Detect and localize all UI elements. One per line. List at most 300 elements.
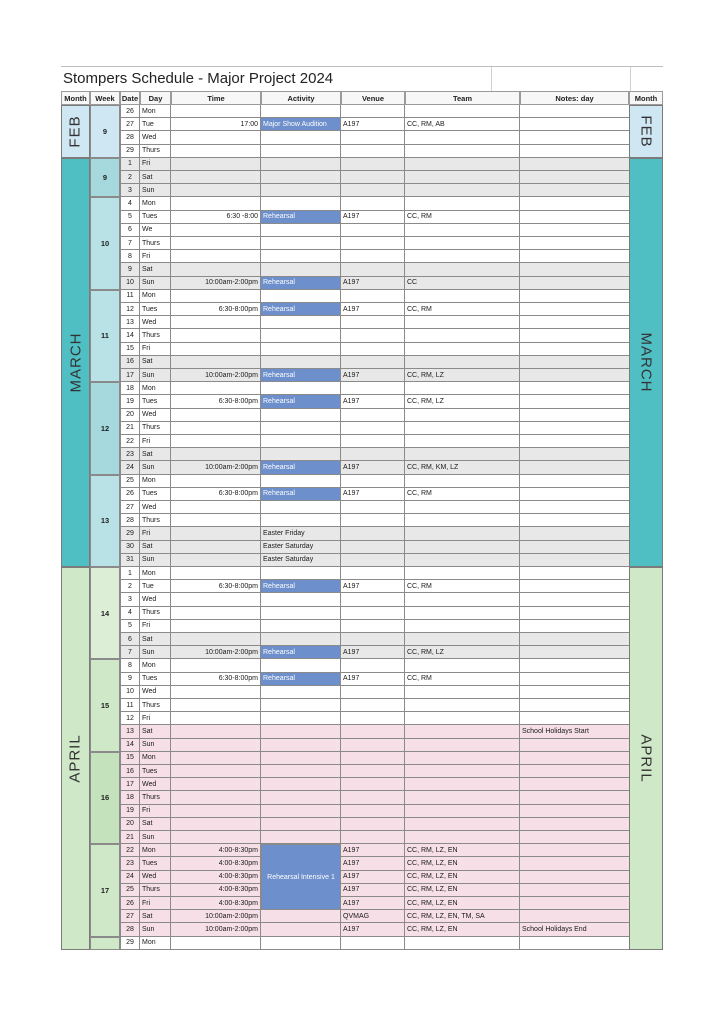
team-cell[interactable] — [405, 435, 520, 448]
team-cell[interactable] — [405, 250, 520, 263]
month-cell-right[interactable] — [629, 158, 663, 567]
day-cell[interactable]: Sun — [140, 461, 171, 474]
date-cell[interactable]: 24 — [120, 461, 140, 474]
time-cell[interactable] — [171, 791, 261, 804]
activity-cell[interactable]: Rehearsal — [261, 646, 341, 659]
date-cell[interactable]: 26 — [120, 488, 140, 501]
team-cell[interactable]: CC, RM, LZ, EN — [405, 844, 520, 857]
venue-cell[interactable] — [341, 435, 405, 448]
date-cell[interactable]: 11 — [120, 290, 140, 303]
day-cell[interactable]: Wed — [140, 316, 171, 329]
activity-cell[interactable] — [261, 805, 341, 818]
header-day[interactable]: Day — [140, 91, 171, 105]
day-cell[interactable]: Wed — [140, 409, 171, 422]
day-cell[interactable]: Tue — [140, 580, 171, 593]
activity-cell[interactable] — [261, 184, 341, 197]
week-cell[interactable]: 12 — [90, 382, 120, 474]
date-cell[interactable]: 5 — [120, 211, 140, 224]
date-cell[interactable]: 5 — [120, 620, 140, 633]
month-cell-left[interactable] — [61, 158, 90, 567]
team-cell[interactable] — [405, 316, 520, 329]
venue-cell[interactable]: A197 — [341, 369, 405, 382]
venue-cell[interactable] — [341, 633, 405, 646]
venue-cell[interactable] — [341, 131, 405, 144]
date-cell[interactable]: 22 — [120, 844, 140, 857]
team-cell[interactable] — [405, 475, 520, 488]
time-cell[interactable] — [171, 250, 261, 263]
date-cell[interactable]: 29 — [120, 937, 140, 950]
date-cell[interactable]: 3 — [120, 184, 140, 197]
team-cell[interactable] — [405, 343, 520, 356]
activity-cell[interactable] — [261, 448, 341, 461]
venue-cell[interactable] — [341, 501, 405, 514]
activity-cell[interactable] — [261, 501, 341, 514]
header-activity[interactable]: Activity — [261, 91, 341, 105]
venue-cell[interactable] — [341, 145, 405, 158]
time-cell[interactable]: 10:00am-2:00pm — [171, 910, 261, 923]
day-cell[interactable]: Wed — [140, 871, 171, 884]
date-cell[interactable]: 9 — [120, 673, 140, 686]
date-cell[interactable]: 21 — [120, 831, 140, 844]
venue-cell[interactable]: A197 — [341, 844, 405, 857]
time-cell[interactable] — [171, 329, 261, 342]
team-cell[interactable]: CC, RM — [405, 211, 520, 224]
venue-cell[interactable] — [341, 250, 405, 263]
activity-cell[interactable] — [261, 699, 341, 712]
activity-cell[interactable] — [261, 382, 341, 395]
activity-cell[interactable] — [261, 356, 341, 369]
activity-cell[interactable] — [261, 224, 341, 237]
team-cell[interactable] — [405, 778, 520, 791]
team-cell[interactable]: CC, RM, LZ, EN, TM, SA — [405, 910, 520, 923]
team-cell[interactable] — [405, 329, 520, 342]
venue-cell[interactable] — [341, 541, 405, 554]
time-cell[interactable] — [171, 659, 261, 672]
team-cell[interactable]: CC, RM, LZ — [405, 369, 520, 382]
activity-cell[interactable] — [261, 435, 341, 448]
day-cell[interactable]: Thurs — [140, 884, 171, 897]
day-cell[interactable]: Sat — [140, 448, 171, 461]
day-cell[interactable]: Mon — [140, 937, 171, 950]
team-cell[interactable] — [405, 171, 520, 184]
week-cell[interactable]: 11 — [90, 290, 120, 382]
day-cell[interactable]: Mon — [140, 567, 171, 580]
venue-cell[interactable] — [341, 554, 405, 567]
team-cell[interactable]: CC, RM — [405, 303, 520, 316]
date-cell[interactable]: 21 — [120, 422, 140, 435]
day-cell[interactable]: Mon — [140, 290, 171, 303]
day-cell[interactable]: Wed — [140, 778, 171, 791]
activity-cell[interactable] — [261, 250, 341, 263]
day-cell[interactable]: Fri — [140, 343, 171, 356]
venue-cell[interactable] — [341, 831, 405, 844]
team-cell[interactable] — [405, 659, 520, 672]
week-cell[interactable]: 10 — [90, 197, 120, 289]
day-cell[interactable]: Thurs — [140, 329, 171, 342]
activity-cell[interactable]: Rehearsal — [261, 277, 341, 290]
team-cell[interactable] — [405, 356, 520, 369]
activity-cell[interactable] — [261, 409, 341, 422]
activity-cell[interactable] — [261, 831, 341, 844]
team-cell[interactable] — [405, 937, 520, 950]
venue-cell[interactable] — [341, 171, 405, 184]
day-cell[interactable]: Fri — [140, 435, 171, 448]
venue-cell[interactable] — [341, 382, 405, 395]
venue-cell[interactable] — [341, 699, 405, 712]
date-cell[interactable]: 26 — [120, 897, 140, 910]
date-cell[interactable]: 8 — [120, 659, 140, 672]
day-cell[interactable]: Sat — [140, 633, 171, 646]
day-cell[interactable]: Sun — [140, 369, 171, 382]
venue-cell[interactable]: A197 — [341, 118, 405, 131]
venue-cell[interactable]: A197 — [341, 857, 405, 870]
team-cell[interactable] — [405, 567, 520, 580]
activity-cell[interactable] — [261, 659, 341, 672]
day-cell[interactable]: Wed — [140, 501, 171, 514]
team-cell[interactable]: CC — [405, 277, 520, 290]
date-cell[interactable]: 20 — [120, 409, 140, 422]
activity-cell[interactable] — [261, 910, 341, 923]
date-cell[interactable]: 2 — [120, 171, 140, 184]
time-cell[interactable] — [171, 197, 261, 210]
team-cell[interactable] — [405, 527, 520, 540]
team-cell[interactable] — [405, 263, 520, 276]
activity-cell[interactable] — [261, 923, 341, 936]
day-cell[interactable]: Sat — [140, 818, 171, 831]
date-cell[interactable]: 1 — [120, 158, 140, 171]
day-cell[interactable]: We — [140, 224, 171, 237]
team-cell[interactable]: CC, RM, LZ — [405, 395, 520, 408]
venue-cell[interactable]: A197 — [341, 884, 405, 897]
time-cell[interactable] — [171, 712, 261, 725]
time-cell[interactable] — [171, 422, 261, 435]
week-cell[interactable]: 15 — [90, 659, 120, 751]
date-cell[interactable]: 23 — [120, 448, 140, 461]
time-cell[interactable] — [171, 818, 261, 831]
date-cell[interactable]: 4 — [120, 197, 140, 210]
team-cell[interactable]: CC, RM — [405, 488, 520, 501]
venue-cell[interactable] — [341, 343, 405, 356]
month-cell-right[interactable] — [629, 105, 663, 158]
time-cell[interactable] — [171, 567, 261, 580]
venue-cell[interactable]: A197 — [341, 923, 405, 936]
venue-cell[interactable] — [341, 158, 405, 171]
day-cell[interactable]: Mon — [140, 475, 171, 488]
team-cell[interactable] — [405, 197, 520, 210]
venue-cell[interactable]: A197 — [341, 897, 405, 910]
notes-cell[interactable]: School Holidays Start — [520, 725, 659, 738]
day-cell[interactable]: Tues — [140, 211, 171, 224]
date-cell[interactable]: 19 — [120, 805, 140, 818]
time-cell[interactable] — [171, 686, 261, 699]
venue-cell[interactable]: A197 — [341, 461, 405, 474]
date-cell[interactable]: 12 — [120, 303, 140, 316]
team-cell[interactable]: CC, RM, LZ, EN — [405, 923, 520, 936]
day-cell[interactable]: Fri — [140, 527, 171, 540]
date-cell[interactable]: 12 — [120, 712, 140, 725]
team-cell[interactable] — [405, 224, 520, 237]
month-cell-left[interactable] — [61, 567, 90, 950]
venue-cell[interactable]: A197 — [341, 646, 405, 659]
activity-cell[interactable] — [261, 475, 341, 488]
team-cell[interactable] — [405, 541, 520, 554]
time-cell[interactable]: 4:00-8:30pm — [171, 884, 261, 897]
time-cell[interactable]: 4:00-8:30pm — [171, 871, 261, 884]
date-cell[interactable]: 28 — [120, 514, 140, 527]
venue-cell[interactable] — [341, 765, 405, 778]
venue-cell[interactable] — [341, 514, 405, 527]
time-cell[interactable] — [171, 435, 261, 448]
day-cell[interactable]: Mon — [140, 844, 171, 857]
activity-cell[interactable] — [261, 567, 341, 580]
activity-cell[interactable]: Rehearsal — [261, 369, 341, 382]
day-cell[interactable]: Thurs — [140, 422, 171, 435]
time-cell[interactable] — [171, 224, 261, 237]
week-cell[interactable]: 14 — [90, 567, 120, 659]
date-cell[interactable]: 30 — [120, 541, 140, 554]
team-cell[interactable]: CC, RM, LZ, EN — [405, 857, 520, 870]
day-cell[interactable]: Mon — [140, 382, 171, 395]
date-cell[interactable]: 16 — [120, 356, 140, 369]
day-cell[interactable]: Fri — [140, 897, 171, 910]
venue-cell[interactable] — [341, 739, 405, 752]
date-cell[interactable]: 17 — [120, 778, 140, 791]
activity-cell[interactable] — [261, 237, 341, 250]
time-cell[interactable] — [171, 765, 261, 778]
time-cell[interactable]: 6:30-8:00pm — [171, 673, 261, 686]
team-cell[interactable] — [405, 620, 520, 633]
time-cell[interactable] — [171, 237, 261, 250]
team-cell[interactable] — [405, 237, 520, 250]
team-cell[interactable] — [405, 409, 520, 422]
month-cell-left[interactable] — [61, 105, 90, 158]
week-cell[interactable]: 9 — [90, 105, 120, 158]
team-cell[interactable] — [405, 805, 520, 818]
date-cell[interactable]: 26 — [120, 105, 140, 118]
day-cell[interactable]: Mon — [140, 197, 171, 210]
activity-cell[interactable]: Rehearsal — [261, 395, 341, 408]
time-cell[interactable] — [171, 752, 261, 765]
team-cell[interactable] — [405, 791, 520, 804]
time-cell[interactable] — [171, 448, 261, 461]
venue-cell[interactable] — [341, 475, 405, 488]
activity-cell[interactable] — [261, 171, 341, 184]
day-cell[interactable]: Wed — [140, 131, 171, 144]
team-cell[interactable] — [405, 290, 520, 303]
activity-cell[interactable] — [261, 725, 341, 738]
activity-cell[interactable]: Easter Saturday — [261, 541, 341, 554]
day-cell[interactable]: Sun — [140, 739, 171, 752]
team-cell[interactable] — [405, 184, 520, 197]
day-cell[interactable]: Sat — [140, 171, 171, 184]
activity-cell[interactable] — [261, 765, 341, 778]
day-cell[interactable]: Tue — [140, 118, 171, 131]
activity-cell[interactable] — [261, 329, 341, 342]
date-cell[interactable]: 24 — [120, 871, 140, 884]
venue-cell[interactable] — [341, 593, 405, 606]
day-cell[interactable]: Thurs — [140, 791, 171, 804]
venue-cell[interactable] — [341, 791, 405, 804]
date-cell[interactable]: 6 — [120, 633, 140, 646]
team-cell[interactable] — [405, 514, 520, 527]
activity-cell[interactable] — [261, 593, 341, 606]
venue-cell[interactable] — [341, 620, 405, 633]
date-cell[interactable]: 31 — [120, 554, 140, 567]
activity-cell[interactable] — [261, 620, 341, 633]
activity-cell[interactable] — [261, 105, 341, 118]
activity-cell[interactable] — [261, 778, 341, 791]
day-cell[interactable]: Thurs — [140, 237, 171, 250]
day-cell[interactable]: Wed — [140, 593, 171, 606]
activity-cell[interactable] — [261, 514, 341, 527]
day-cell[interactable]: Tues — [140, 488, 171, 501]
time-cell[interactable] — [171, 343, 261, 356]
team-cell[interactable] — [405, 712, 520, 725]
team-cell[interactable] — [405, 554, 520, 567]
week-cell[interactable]: 17 — [90, 844, 120, 936]
team-cell[interactable] — [405, 765, 520, 778]
activity-cell[interactable]: Rehearsal — [261, 303, 341, 316]
activity-cell[interactable]: Rehearsal — [261, 211, 341, 224]
activity-cell[interactable] — [261, 316, 341, 329]
date-cell[interactable]: 10 — [120, 277, 140, 290]
date-cell[interactable]: 9 — [120, 263, 140, 276]
time-cell[interactable]: 6:30-8:00pm — [171, 395, 261, 408]
week-cell[interactable]: 16 — [90, 752, 120, 844]
venue-cell[interactable] — [341, 224, 405, 237]
date-cell[interactable]: 25 — [120, 475, 140, 488]
date-cell[interactable]: 23 — [120, 857, 140, 870]
week-cell[interactable]: 9 — [90, 158, 120, 198]
header-team[interactable]: Team — [405, 91, 520, 105]
activity-cell[interactable]: Rehearsal — [261, 488, 341, 501]
team-cell[interactable] — [405, 725, 520, 738]
venue-cell[interactable] — [341, 752, 405, 765]
header-month[interactable]: Month — [61, 91, 90, 105]
activity-cell[interactable] — [261, 791, 341, 804]
header-month-right[interactable]: Month — [629, 91, 663, 105]
time-cell[interactable]: 4:00-8:30pm — [171, 857, 261, 870]
time-cell[interactable]: 4:00-8:30pm — [171, 897, 261, 910]
team-cell[interactable]: CC, RM, LZ, EN — [405, 897, 520, 910]
date-cell[interactable]: 3 — [120, 593, 140, 606]
venue-cell[interactable] — [341, 778, 405, 791]
venue-cell[interactable] — [341, 567, 405, 580]
venue-cell[interactable]: A197 — [341, 211, 405, 224]
header-venue[interactable]: Venue — [341, 91, 405, 105]
activity-cell[interactable] — [261, 633, 341, 646]
time-cell[interactable]: 10:00am-2:00pm — [171, 646, 261, 659]
venue-cell[interactable]: A197 — [341, 580, 405, 593]
time-cell[interactable] — [171, 593, 261, 606]
team-cell[interactable]: CC, RM — [405, 580, 520, 593]
venue-cell[interactable] — [341, 607, 405, 620]
time-cell[interactable]: 17:00 — [171, 118, 261, 131]
time-cell[interactable] — [171, 356, 261, 369]
date-cell[interactable]: 8 — [120, 250, 140, 263]
date-cell[interactable]: 4 — [120, 607, 140, 620]
team-cell[interactable] — [405, 382, 520, 395]
team-cell[interactable] — [405, 607, 520, 620]
day-cell[interactable]: Sun — [140, 184, 171, 197]
team-cell[interactable] — [405, 752, 520, 765]
activity-cell[interactable] — [261, 158, 341, 171]
date-cell[interactable]: 15 — [120, 343, 140, 356]
day-cell[interactable]: Sat — [140, 263, 171, 276]
time-cell[interactable]: 6:30-8:00pm — [171, 580, 261, 593]
time-cell[interactable]: 10:00am-2:00pm — [171, 923, 261, 936]
team-cell[interactable] — [405, 633, 520, 646]
date-cell[interactable]: 15 — [120, 752, 140, 765]
venue-cell[interactable]: QVMAG — [341, 910, 405, 923]
notes-cell[interactable]: School Holidays End — [520, 923, 659, 936]
time-cell[interactable] — [171, 382, 261, 395]
venue-cell[interactable] — [341, 725, 405, 738]
date-cell[interactable]: 14 — [120, 739, 140, 752]
date-cell[interactable]: 28 — [120, 131, 140, 144]
header-week[interactable]: Week — [90, 91, 120, 105]
date-cell[interactable]: 25 — [120, 884, 140, 897]
date-cell[interactable]: 19 — [120, 395, 140, 408]
team-cell[interactable] — [405, 158, 520, 171]
day-cell[interactable]: Tues — [140, 765, 171, 778]
activity-cell[interactable]: Easter Friday — [261, 527, 341, 540]
header-time[interactable]: Time — [171, 91, 261, 105]
day-cell[interactable]: Fri — [140, 158, 171, 171]
date-cell[interactable]: 29 — [120, 527, 140, 540]
date-cell[interactable]: 20 — [120, 818, 140, 831]
day-cell[interactable]: Tues — [140, 673, 171, 686]
day-cell[interactable]: Fri — [140, 805, 171, 818]
team-cell[interactable]: CC, RM, AB — [405, 118, 520, 131]
activity-cell[interactable] — [261, 686, 341, 699]
time-cell[interactable] — [171, 607, 261, 620]
venue-cell[interactable] — [341, 659, 405, 672]
time-cell[interactable] — [171, 145, 261, 158]
title-blank-cell[interactable] — [491, 67, 631, 91]
venue-cell[interactable] — [341, 712, 405, 725]
week-cell[interactable] — [90, 937, 120, 950]
time-cell[interactable] — [171, 620, 261, 633]
venue-cell[interactable] — [341, 422, 405, 435]
date-cell[interactable]: 2 — [120, 580, 140, 593]
time-cell[interactable] — [171, 805, 261, 818]
time-cell[interactable] — [171, 831, 261, 844]
week-cell[interactable]: 13 — [90, 475, 120, 567]
day-cell[interactable]: Mon — [140, 105, 171, 118]
time-cell[interactable] — [171, 778, 261, 791]
day-cell[interactable]: Tues — [140, 857, 171, 870]
date-cell[interactable]: 27 — [120, 118, 140, 131]
date-cell[interactable]: 22 — [120, 435, 140, 448]
activity-cell[interactable] — [261, 818, 341, 831]
venue-cell[interactable] — [341, 937, 405, 950]
activity-cell[interactable] — [261, 197, 341, 210]
activity-cell[interactable] — [261, 712, 341, 725]
date-cell[interactable]: 17 — [120, 369, 140, 382]
team-cell[interactable]: CC, RM, LZ — [405, 646, 520, 659]
day-cell[interactable]: Mon — [140, 659, 171, 672]
merged-activity-cell[interactable]: Rehearsal Intensive 1 — [261, 844, 341, 910]
date-cell[interactable]: 7 — [120, 237, 140, 250]
date-cell[interactable]: 7 — [120, 646, 140, 659]
day-cell[interactable]: Sun — [140, 554, 171, 567]
time-cell[interactable] — [171, 554, 261, 567]
team-cell[interactable] — [405, 739, 520, 752]
team-cell[interactable]: CC, RM — [405, 673, 520, 686]
time-cell[interactable] — [171, 739, 261, 752]
time-cell[interactable] — [171, 699, 261, 712]
